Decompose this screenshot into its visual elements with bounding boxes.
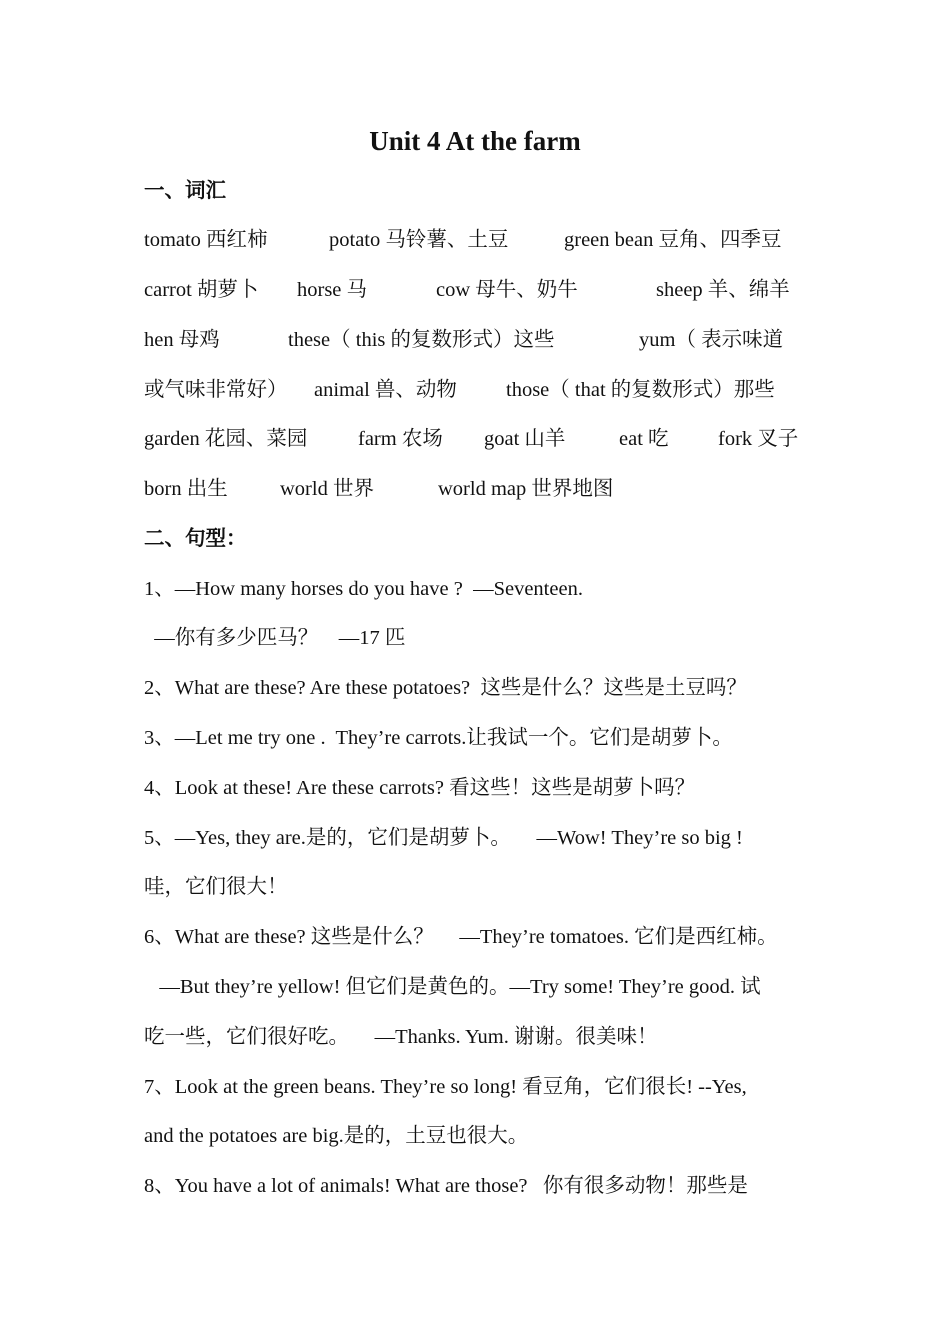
vocab-item: sheep 羊、绵羊 bbox=[656, 279, 790, 301]
vocab-item: eat 吃 bbox=[619, 428, 669, 450]
vocab-item: those（ that 的复数形式）那些 bbox=[506, 379, 775, 401]
vocab-item: green bean 豆角、四季豆 bbox=[564, 229, 782, 251]
vocab-item: world map 世界地图 bbox=[438, 478, 614, 500]
sentence-line: and the potatoes are big.是的，土豆也很大。 bbox=[144, 1125, 529, 1147]
vocab-item: these（ this 的复数形式）这些 bbox=[288, 329, 555, 351]
vocab-item: farm 农场 bbox=[358, 428, 443, 450]
vocab-item: goat 山羊 bbox=[484, 428, 566, 450]
sentence-line: 7、Look at the green beans. They’re so long! 看豆角，它们很长! --Yes, bbox=[144, 1076, 747, 1098]
page-title: Unit 4 At the farm bbox=[369, 126, 581, 156]
vocab-item: animal 兽、动物 bbox=[314, 379, 457, 401]
sentence-line: 哇，它们很大！ bbox=[144, 876, 288, 898]
vocab-item: world 世界 bbox=[280, 478, 374, 500]
vocab-item: 或气味非常好） bbox=[144, 379, 288, 401]
sentence-line: 吃一些，它们很好吃。 —Thanks. Yum. 谢谢。很美味！ bbox=[144, 1026, 658, 1048]
section-heading-sentences: 二、句型： bbox=[144, 528, 247, 550]
sentence-line: 4、Look at these! Are these carrots? 看这些！这些是胡萝卜吗？ bbox=[144, 777, 696, 799]
sentence-line: 2、What are these? Are these potatoes? 这些是什么？这些是土豆吗？ bbox=[144, 677, 747, 699]
vocab-item: carrot 胡萝卜 bbox=[144, 279, 259, 301]
vocab-item: garden 花园、菜园 bbox=[144, 428, 308, 450]
sentence-line: 8、You have a lot of animals! What are those? 你有很多动物！那些是 bbox=[144, 1175, 748, 1197]
vocab-item: born 出生 bbox=[144, 478, 228, 500]
sentence-line: 1、—How many horses do you have ? —Seventeen. bbox=[144, 578, 583, 600]
sentence-line: 6、What are these? 这些是什么？ —They’re tomatoes. 它们是西红柿。 bbox=[144, 926, 778, 948]
vocab-item: fork 叉子 bbox=[718, 428, 799, 450]
sentence-line: —你有多少匹马？ —17 匹 bbox=[144, 627, 406, 649]
vocab-item: cow 母牛、奶牛 bbox=[436, 279, 578, 301]
vocab-item: tomato 西红柿 bbox=[144, 229, 268, 251]
vocab-item: horse 马 bbox=[297, 279, 368, 301]
sentence-line: 3、—Let me try one . They’re carrots.让我试一个。它们是胡萝卜。 bbox=[144, 727, 733, 749]
sentence-line: —But they’re yellow! 但它们是黄色的。—Try some! They’re good. 试 bbox=[144, 976, 761, 998]
sentence-line: 5、—Yes, they are.是的，它们是胡萝卜。 —Wow! They’re so big ! bbox=[144, 827, 743, 849]
vocab-item: potato 马铃薯、土豆 bbox=[329, 229, 509, 251]
section-heading-vocabulary: 一、词汇 bbox=[144, 180, 226, 202]
vocab-item: yum（ 表示味道 bbox=[639, 329, 784, 351]
vocab-item: hen 母鸡 bbox=[144, 329, 220, 351]
